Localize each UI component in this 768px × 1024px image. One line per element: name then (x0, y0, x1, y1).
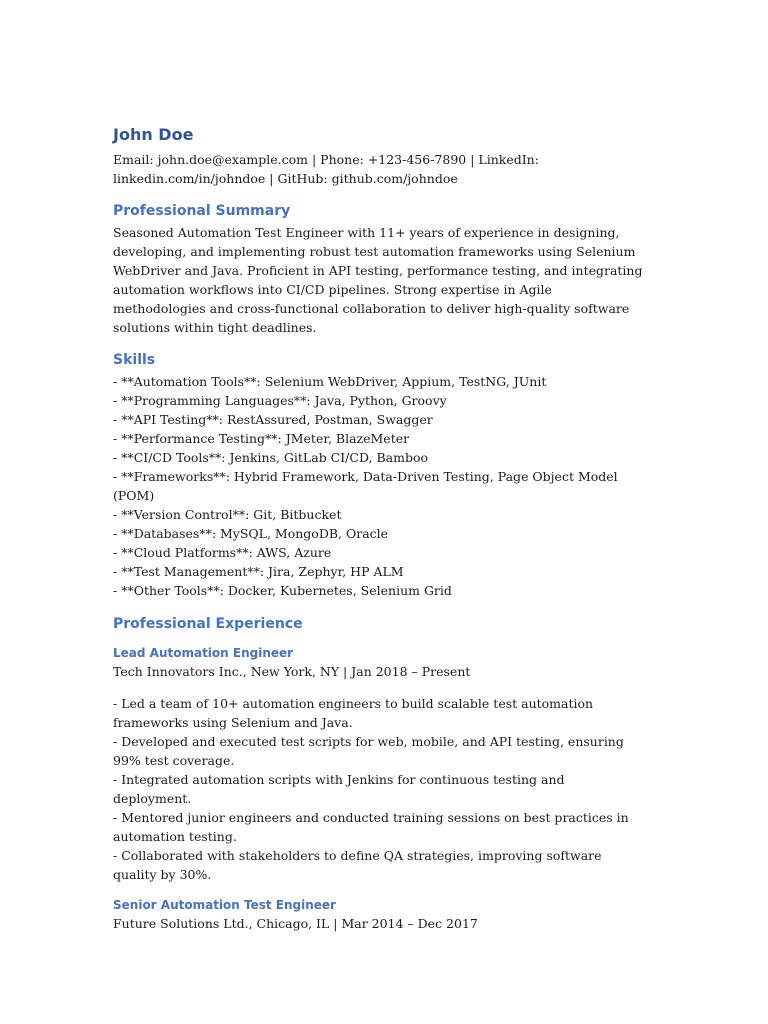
job-bullet: - Mentored junior engineers and conducted training sessions on best practices in automation testing. (113, 810, 629, 844)
summary-heading: Professional Summary (113, 203, 291, 219)
skill-item: - **Cloud Platforms**: AWS, Azure (113, 545, 332, 560)
skill-item: - **Other Tools**: Docker, Kubernetes, Selenium Grid (113, 583, 452, 598)
skills-heading: Skills (113, 352, 156, 368)
skill-item: - **API Testing**: RestAssured, Postman, Swagger (113, 412, 433, 427)
job-bullet: - Integrated automation scripts with Jenkins for continuous testing and deployment. (113, 772, 565, 806)
contact-line-1: Email: john.doe@example.com | Phone: +123-456-7890 | LinkedIn: (113, 152, 539, 167)
skill-item: - **Automation Tools**: Selenium WebDriver, Appium, TestNG, JUnit (113, 374, 547, 389)
job-company: Future Solutions Ltd., Chicago, IL | Mar 2014 – Dec 2017 (113, 916, 478, 931)
skill-item: - **Performance Testing**: JMeter, BlazeMeter (113, 431, 410, 446)
job-bullet: - Developed and executed test scripts for web, mobile, and API testing, ensuring 99% test coverage. (113, 734, 624, 768)
job-company: Tech Innovators Inc., New York, NY | Jan 2018 – Present (113, 664, 471, 679)
contact-line-2: linkedin.com/in/johndoe | GitHub: github.com/johndoe (113, 171, 458, 186)
job-bullet: - Collaborated with stakeholders to define QA strategies, improving software quality by 30%. (113, 848, 602, 882)
experience-heading: Professional Experience (113, 616, 303, 632)
job-title: Lead Automation Engineer (113, 646, 294, 660)
skill-item: - **Databases**: MySQL, MongoDB, Oracle (113, 526, 389, 541)
skill-item: - **Programming Languages**: Java, Python, Groovy (113, 393, 447, 408)
skill-item: - **Test Management**: Jira, Zephyr, HP ALM (113, 564, 404, 579)
skill-item: - **Frameworks**: Hybrid Framework, Data-Driven Testing, Page Object Model (POM) (113, 469, 618, 503)
candidate-name: John Doe (113, 125, 194, 144)
skill-item: - **CI/CD Tools**: Jenkins, GitLab CI/CD, Bamboo (113, 450, 429, 465)
summary-text: Seasoned Automation Test Engineer with 11+ years of experience in designing, developing, and implementing robust test automation frameworks using Selenium WebDriver and Java. Proficient in API testing, performance testing, and integrating automation workflows into CI/CD pipelines. Strong expertise in Agile methodologies and cross-functional collaboration to deliver high-quality software solutions within tight deadlines. (113, 225, 643, 335)
job-title: Senior Automation Test Engineer (113, 898, 336, 912)
job-bullet: - Led a team of 10+ automation engineers to build scalable test automation frameworks using Selenium and Java. (113, 696, 594, 730)
job-bullets (113, 694, 643, 884)
resume-document (113, 124, 643, 933)
skill-item: - **Version Control**: Git, Bitbucket (113, 507, 342, 522)
skills-list (113, 372, 643, 600)
